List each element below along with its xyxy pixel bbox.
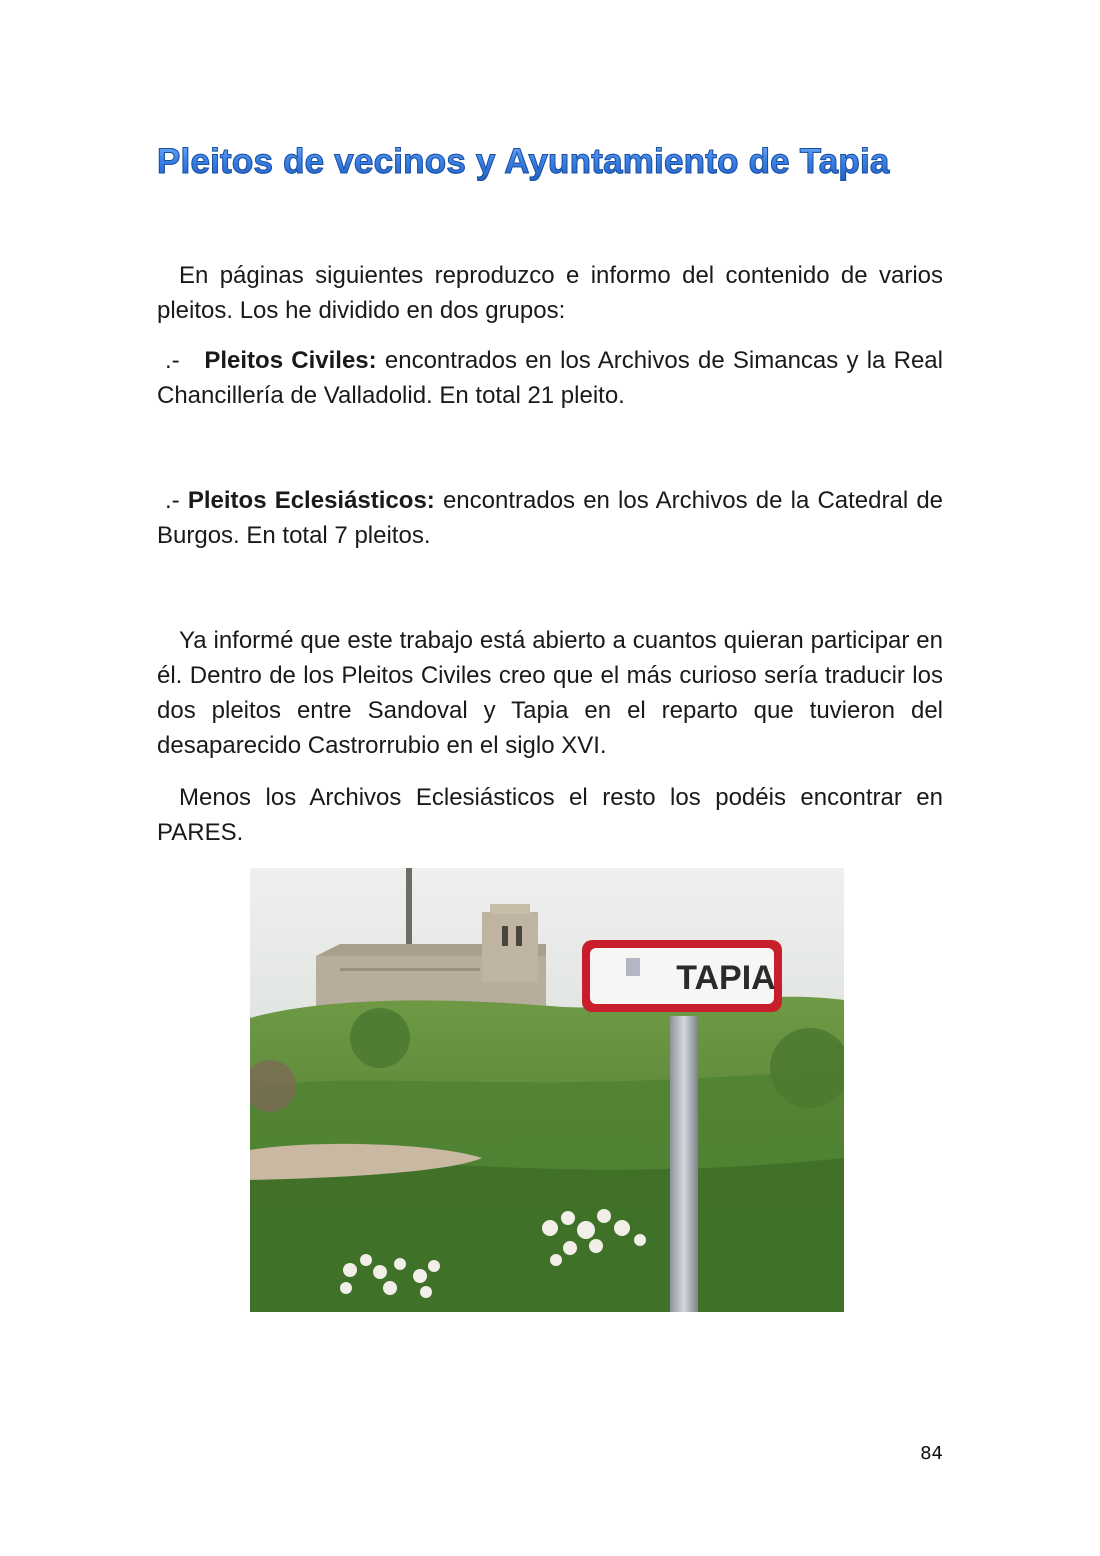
page-title: Pleitos de vecinos y Ayuntamiento de Tapia: [157, 140, 957, 184]
photo-illustration: [250, 868, 844, 1312]
eclesiasticos-label: Pleitos Eclesiásticos:: [187, 487, 435, 514]
trabajo-text: Ya informé que este trabajo está abierto a cuantos quieran participar en él. Dentro de los Pleitos Civiles creo que el más curioso sería traducir los dos pleitos entre Sandoval y Tapia en el reparto que tuvieron del desaparecido Castrorrubio en el siglo XVI.: [157, 627, 943, 759]
eclesiasticos-paragraph: [157, 483, 943, 553]
bullet-prefix: .-: [165, 347, 180, 374]
civiles-paragraph: [157, 343, 943, 413]
shrub: [350, 1008, 410, 1068]
civiles-label: Pleitos Civiles:: [204, 347, 377, 374]
pares-paragraph: [157, 780, 943, 850]
intro-text: En páginas siguientes reproduzco e informo del contenido de varios pleitos. Los he dividido en dos grupos:: [157, 262, 943, 324]
sign-pole: [670, 1016, 698, 1312]
bullet-prefix: .-: [165, 487, 180, 514]
eclesiasticos-text: encontrados en los Archivos de la Catedral de Burgos. En total 7 pleitos.: [157, 487, 944, 549]
road-sign: [582, 940, 782, 1012]
coat-of-arms-icon: [626, 958, 640, 976]
pares-text: Menos los Archivos Eclesiásticos el resto los podéis encontrar en PARES.: [157, 784, 943, 846]
intro-paragraph: [157, 258, 943, 328]
sign-text: TAPIA: [676, 959, 776, 997]
civiles-text: encontrados en los Archivos de Simancas y la Real Chancillería de Valladolid. En total 21 pleito.: [157, 347, 943, 409]
page-number: 84: [920, 1443, 943, 1464]
trabajo-paragraph: [157, 623, 943, 763]
tapia-sign-photo: [250, 868, 844, 1312]
